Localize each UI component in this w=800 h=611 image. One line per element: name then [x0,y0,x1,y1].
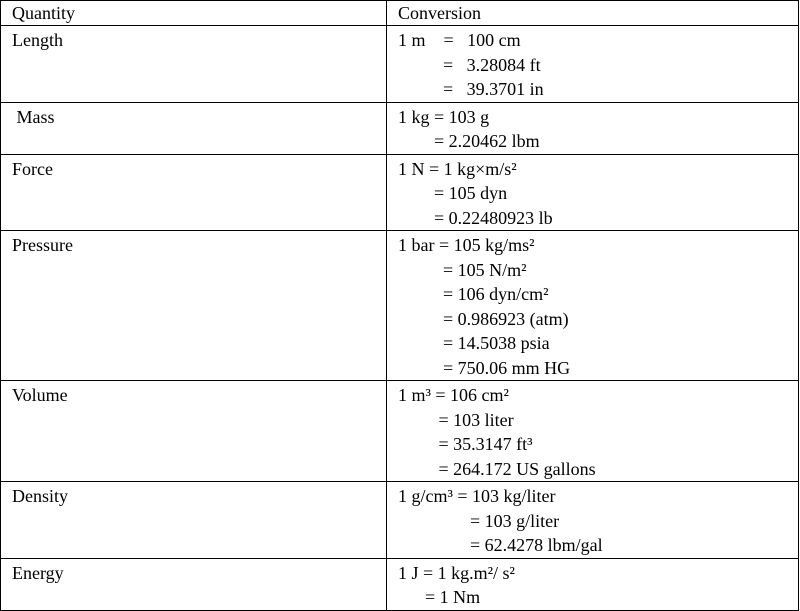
quantity-label: Force [12,158,53,179]
table-row [1,231,799,381]
conversion-cell [387,558,799,610]
table-row [1,381,799,482]
quantity-label: Pressure [12,235,73,255]
conversion-line: 1 m = 100 cm [398,30,521,50]
conversion-line: = 1 Nm [398,587,481,607]
conversion-line: = 105 dyn [398,183,508,203]
conversion-cell [387,102,799,154]
quantity-cell [1,558,387,610]
conversion-line: = 264.172 US gallons [398,458,596,479]
quantity-label: Energy [12,562,64,583]
table-row [1,558,799,610]
conversion-line: = 62.4278 lbm/gal [398,535,603,555]
table-row [1,102,799,154]
conversion-line: 1 g/cm³ = 103 kg/liter [398,486,556,506]
conversion-cell [387,231,799,381]
conversion-line: = 103 g/liter [398,510,560,531]
quantity-cell [1,102,387,154]
conversion-line: = 3.28084 ft [398,54,541,75]
quantity-cell [1,26,387,103]
quantity-label: Mass [12,106,55,127]
conversion-line: = 39.3701 in [398,79,544,99]
conversion-line: = 14.5038 psia [398,333,550,353]
header-row [1,1,799,26]
header-quantity: Quantity [1,1,387,26]
conversion-line: 1 m³ = 106 cm² [398,385,509,405]
conversion-line: = 103 liter [398,409,514,430]
quantity-cell [1,482,387,559]
conversion-line: = 105 N/m² [398,259,527,280]
conversion-line: = 0.22480923 lb [398,207,553,228]
conversion-line: 1 bar = 105 kg/ms² [398,235,535,255]
conversion-line: = 35.3147 ft³ [398,434,533,454]
quantity-cell [1,231,387,381]
conversion-cell [387,154,799,231]
conversion-line: = 106 dyn/cm² [398,284,549,304]
conversion-line: 1 kg = 103 g [398,106,490,127]
table-row [1,26,799,103]
conversion-cell [387,26,799,103]
table-row [1,482,799,559]
quantity-label: Volume [12,385,68,405]
conversion-line: = 2.20462 lbm [398,131,540,151]
quantity-label: Density [12,486,68,506]
conversion-line: = 750.06 mm HG [398,357,571,378]
conversion-line: 1 J = 1 kg.m²/ s² [398,562,515,583]
quantity-cell [1,154,387,231]
table-body [1,26,799,611]
quantity-cell [1,381,387,482]
conversion-cell [387,482,799,559]
quantity-label: Length [12,30,63,50]
table-row [1,154,799,231]
conversion-cell [387,381,799,482]
conversion-line: = 0.986923 (atm) [398,308,569,329]
header-conversion: Conversion [387,1,799,26]
conversion-line: 1 N = 1 kg×m/s² [398,158,517,179]
